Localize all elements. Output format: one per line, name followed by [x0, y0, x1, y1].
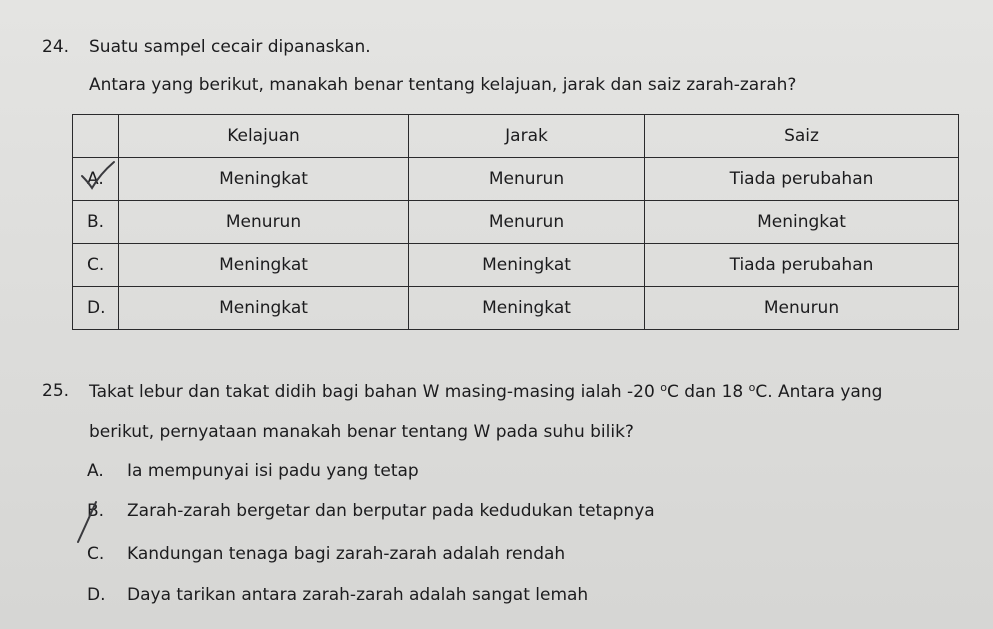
table-header-row: [73, 115, 959, 158]
option-c[interactable]: [87, 544, 565, 564]
option-letter: B.: [87, 501, 105, 521]
option-text: Ia mempunyai isi padu yang tetap: [127, 461, 419, 481]
cell-saiz: Meningkat: [645, 201, 959, 244]
header-cell-option: [73, 115, 119, 158]
degree-symbol: o: [660, 381, 667, 394]
table-row[interactable]: [73, 201, 959, 244]
question-25-text-part: Takat lebur dan takat didih bagi bahan W masing-masing ialah -20: [89, 382, 661, 402]
table-row[interactable]: [73, 158, 959, 201]
question-25-line-1: [89, 381, 882, 402]
cell-kelajuan: Meningkat: [119, 158, 409, 201]
question-24-number: 24.: [42, 37, 70, 57]
table-row[interactable]: [73, 287, 959, 330]
question-24-stem: Suatu sampel cecair dipanaskan.: [89, 37, 371, 57]
option-b[interactable]: [87, 501, 655, 521]
option-a[interactable]: [87, 461, 419, 481]
cell-jarak: Menurun: [409, 158, 645, 201]
option-d[interactable]: [87, 585, 588, 605]
cell-saiz: Tiada perubahan: [645, 244, 959, 287]
cell-kelajuan: Meningkat: [119, 287, 409, 330]
option-label: A.: [73, 158, 119, 201]
option-text: Daya tarikan antara zarah-zarah adalah sangat lemah: [127, 585, 589, 605]
cell-jarak: Meningkat: [409, 244, 645, 287]
question-24-text: Antara yang berikut, manakah benar tentang kelajuan, jarak dan saiz zarah-zarah?: [89, 75, 797, 95]
option-label: C.: [73, 244, 119, 287]
question-25-number: 25.: [42, 381, 70, 401]
header-cell-jarak: Jarak: [409, 115, 645, 158]
header-cell-kelajuan: Kelajuan: [119, 115, 409, 158]
option-text: Zarah-zarah bergetar dan berputar pada kedudukan tetapnya: [127, 501, 655, 521]
header-cell-saiz: Saiz: [645, 115, 959, 158]
option-text: Kandungan tenaga bagi zarah-zarah adalah rendah: [127, 544, 566, 564]
question-25-text-part: C dan 18: [666, 382, 749, 402]
option-letter: D.: [87, 585, 106, 605]
cell-kelajuan: Meningkat: [119, 244, 409, 287]
option-letter: A.: [87, 461, 104, 481]
option-letter: C.: [87, 544, 105, 564]
degree-symbol: o: [748, 381, 756, 394]
cell-kelajuan: Menurun: [119, 201, 409, 244]
option-label: B.: [73, 201, 119, 244]
question-25-text-part: C. Antara yang: [755, 382, 883, 402]
cell-jarak: Meningkat: [409, 287, 645, 330]
cell-saiz: Tiada perubahan: [645, 158, 959, 201]
option-label: D.: [73, 287, 119, 330]
table-row[interactable]: [73, 244, 959, 287]
answer-table: [72, 114, 959, 330]
cell-saiz: Menurun: [645, 287, 959, 330]
question-25-line-2: berikut, pernyataan manakah benar tentang W pada suhu bilik?: [89, 422, 634, 442]
cell-jarak: Menurun: [409, 201, 645, 244]
